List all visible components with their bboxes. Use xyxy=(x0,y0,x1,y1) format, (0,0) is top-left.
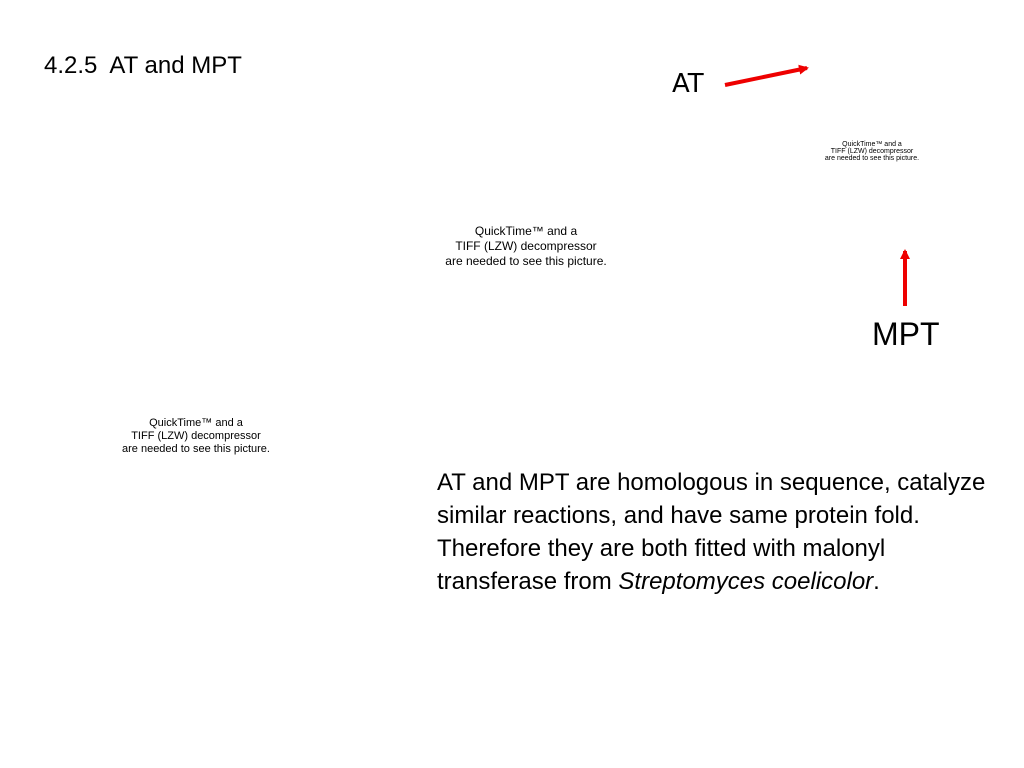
placeholder-line: TIFF (LZW) decompressor xyxy=(131,430,261,442)
placeholder-line: QuickTime™ and a xyxy=(474,224,578,238)
image-placeholder-top-right xyxy=(820,141,924,162)
image-placeholder-left xyxy=(106,417,286,456)
placeholder-line: TIFF (LZW) decompressor xyxy=(830,148,914,155)
placeholder-line: are needed to see this picture. xyxy=(445,254,607,268)
image-placeholder-center xyxy=(416,224,636,269)
mpt-label: MPT xyxy=(872,316,940,352)
body-text-end: . xyxy=(873,568,880,595)
placeholder-line: are needed to see this picture. xyxy=(122,443,270,455)
placeholder-line: QuickTime™ and a xyxy=(842,141,902,148)
at-label: AT xyxy=(672,69,704,99)
species-name: Streptomyces coelicolor xyxy=(618,568,874,595)
placeholder-line: QuickTime™ and a xyxy=(149,417,243,429)
at-arrow xyxy=(725,68,807,85)
placeholder-line: TIFF (LZW) decompressor xyxy=(455,239,597,253)
slide-title: 4.2.5 AT and MPT xyxy=(44,52,242,79)
body-paragraph xyxy=(437,466,1007,598)
body-text-main: AT and MPT are homologous in sequence, catalyze similar reactions, and have same protein fold. Therefore they are both fitted with malonyl transferase from xyxy=(437,469,986,595)
placeholder-line: are needed to see this picture. xyxy=(824,155,920,162)
